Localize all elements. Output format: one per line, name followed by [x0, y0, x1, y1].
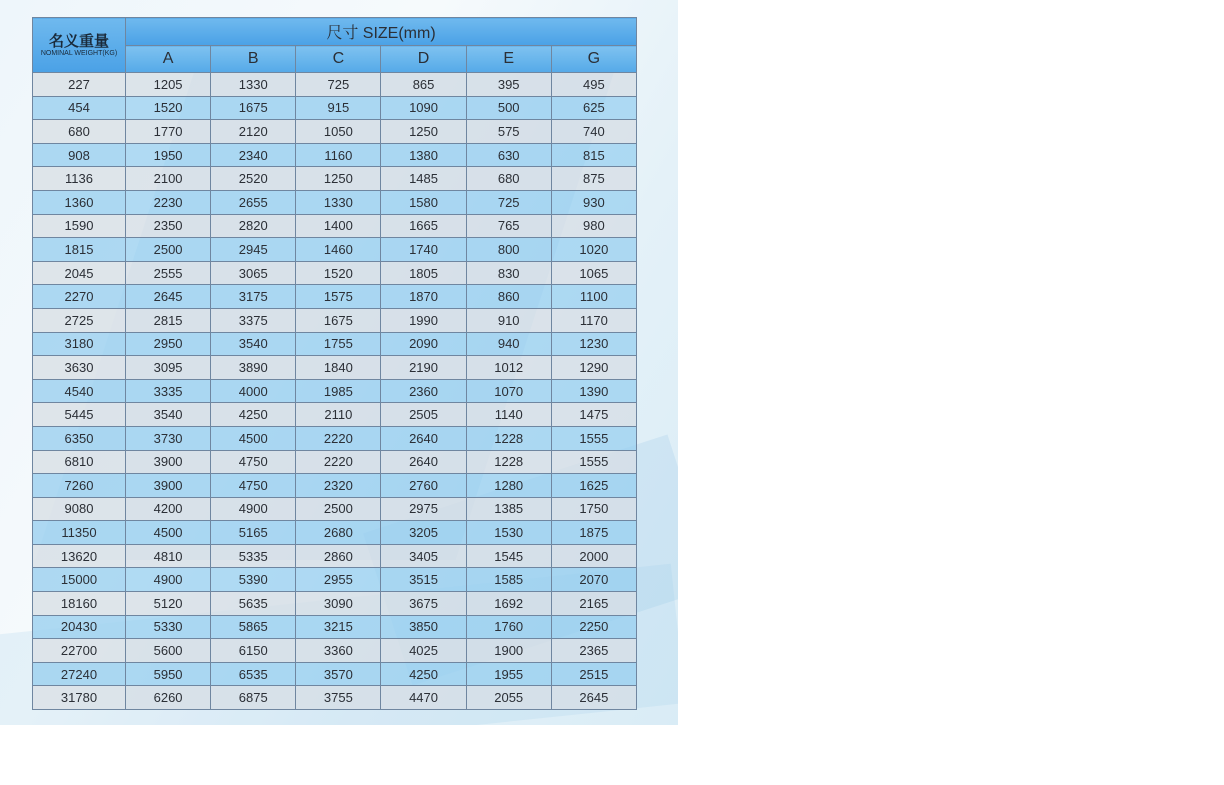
size-table [32, 17, 637, 710]
table-row [33, 120, 637, 144]
size-cell: 1580 [381, 190, 466, 214]
size-cell: 3215 [296, 615, 381, 639]
size-cell: 3850 [381, 615, 466, 639]
size-cell: 2055 [466, 686, 551, 710]
weight-cell: 2045 [33, 261, 126, 285]
size-cell: 2520 [211, 167, 296, 191]
weight-cell: 20430 [33, 615, 126, 639]
weight-cell: 4540 [33, 379, 126, 403]
size-cell: 1900 [466, 639, 551, 663]
size-cell: 5390 [211, 568, 296, 592]
size-cell: 4250 [381, 662, 466, 686]
size-cell: 3065 [211, 261, 296, 285]
nominal-weight-header-en: NOMINAL WEIGHT(KG) [40, 49, 118, 57]
size-cell: 1575 [296, 285, 381, 309]
size-cell: 6260 [126, 686, 211, 710]
table-row [33, 214, 637, 238]
size-cell: 5600 [126, 639, 211, 663]
table-row [33, 96, 637, 120]
weight-cell: 9080 [33, 497, 126, 521]
size-cell: 2655 [211, 190, 296, 214]
size-cell: 2110 [296, 403, 381, 427]
size-cell: 1585 [466, 568, 551, 592]
size-cell: 2220 [296, 450, 381, 474]
size-cell: 500 [466, 96, 551, 120]
size-cell: 2950 [126, 332, 211, 356]
weight-cell: 5445 [33, 403, 126, 427]
column-header-d: D [381, 46, 466, 73]
weight-cell: 2270 [33, 285, 126, 309]
size-cell: 930 [551, 190, 636, 214]
size-cell: 1012 [466, 356, 551, 380]
size-cell: 2190 [381, 356, 466, 380]
size-cell: 1530 [466, 521, 551, 545]
size-cell: 1330 [296, 190, 381, 214]
size-cell: 1760 [466, 615, 551, 639]
size-cell: 2250 [551, 615, 636, 639]
size-cell: 2070 [551, 568, 636, 592]
table-row [33, 190, 637, 214]
table-row [33, 73, 637, 97]
size-cell: 2165 [551, 592, 636, 616]
size-cell: 2100 [126, 167, 211, 191]
size-cell: 6150 [211, 639, 296, 663]
size-cell: 1950 [126, 143, 211, 167]
size-cell: 1020 [551, 238, 636, 262]
size-cell: 4500 [126, 521, 211, 545]
weight-cell: 908 [33, 143, 126, 167]
size-cell: 3570 [296, 662, 381, 686]
size-cell: 1460 [296, 238, 381, 262]
table-row [33, 261, 637, 285]
size-cell: 5950 [126, 662, 211, 686]
size-cell: 2680 [296, 521, 381, 545]
table-row [33, 379, 637, 403]
size-cell: 2090 [381, 332, 466, 356]
size-cell: 2645 [551, 686, 636, 710]
table-row [33, 615, 637, 639]
size-cell: 2340 [211, 143, 296, 167]
size-cell: 915 [296, 96, 381, 120]
size-cell: 1520 [296, 261, 381, 285]
size-cell: 2500 [296, 497, 381, 521]
table-row [33, 662, 637, 686]
size-cell: 1555 [551, 426, 636, 450]
size-cell: 1160 [296, 143, 381, 167]
size-cell: 2640 [381, 450, 466, 474]
size-cell: 1625 [551, 474, 636, 498]
size-cell: 865 [381, 73, 466, 97]
column-header-c: C [296, 46, 381, 73]
size-cell: 1665 [381, 214, 466, 238]
size-cell: 2230 [126, 190, 211, 214]
size-cell: 3405 [381, 544, 466, 568]
size-cell: 395 [466, 73, 551, 97]
table-row [33, 356, 637, 380]
size-cell: 1985 [296, 379, 381, 403]
size-cell: 2555 [126, 261, 211, 285]
size-cell: 3675 [381, 592, 466, 616]
weight-cell: 2725 [33, 308, 126, 332]
size-cell: 2365 [551, 639, 636, 663]
size-cell: 1990 [381, 308, 466, 332]
size-cell: 875 [551, 167, 636, 191]
table-row [33, 238, 637, 262]
weight-cell: 227 [33, 73, 126, 97]
weight-cell: 1815 [33, 238, 126, 262]
column-header-a: A [126, 46, 211, 73]
size-cell: 5635 [211, 592, 296, 616]
size-cell: 1230 [551, 332, 636, 356]
size-cell: 630 [466, 143, 551, 167]
table-row [33, 285, 637, 309]
size-cell: 1755 [296, 332, 381, 356]
size-cell: 2505 [381, 403, 466, 427]
size-cell: 1250 [296, 167, 381, 191]
size-cell: 830 [466, 261, 551, 285]
size-cell: 3515 [381, 568, 466, 592]
size-cell: 2360 [381, 379, 466, 403]
size-cell: 1290 [551, 356, 636, 380]
size-cell: 3900 [126, 450, 211, 474]
size-cell: 940 [466, 332, 551, 356]
size-cell: 725 [466, 190, 551, 214]
size-cell: 3205 [381, 521, 466, 545]
size-cell: 2975 [381, 497, 466, 521]
size-cell: 1170 [551, 308, 636, 332]
size-cell: 2350 [126, 214, 211, 238]
size-cell: 1050 [296, 120, 381, 144]
column-header-g: G [551, 46, 636, 73]
table-row [33, 521, 637, 545]
size-cell: 2760 [381, 474, 466, 498]
size-cell: 3335 [126, 379, 211, 403]
size-cell: 1228 [466, 450, 551, 474]
size-cell: 5335 [211, 544, 296, 568]
size-cell: 1205 [126, 73, 211, 97]
size-cell: 3900 [126, 474, 211, 498]
size-cell: 3375 [211, 308, 296, 332]
nominal-weight-header-cn: 名义重量 [48, 31, 109, 50]
size-cell: 2860 [296, 544, 381, 568]
size-cell: 980 [551, 214, 636, 238]
size-cell: 6535 [211, 662, 296, 686]
table-row [33, 332, 637, 356]
size-cell: 4250 [211, 403, 296, 427]
size-cell: 910 [466, 308, 551, 332]
size-cell: 2955 [296, 568, 381, 592]
table-row [33, 308, 637, 332]
size-cell: 2320 [296, 474, 381, 498]
size-cell: 1100 [551, 285, 636, 309]
size-cell: 1692 [466, 592, 551, 616]
size-cell: 1675 [211, 96, 296, 120]
size-cell: 1675 [296, 308, 381, 332]
size-cell: 3090 [296, 592, 381, 616]
weight-cell: 1136 [33, 167, 126, 191]
column-header-e: E [466, 46, 551, 73]
table-body [33, 73, 637, 710]
weight-cell: 27240 [33, 662, 126, 686]
size-cell: 4000 [211, 379, 296, 403]
size-cell: 765 [466, 214, 551, 238]
size-cell: 5865 [211, 615, 296, 639]
size-cell: 1770 [126, 120, 211, 144]
size-cell: 6875 [211, 686, 296, 710]
size-cell: 3540 [126, 403, 211, 427]
size-cell: 2500 [126, 238, 211, 262]
size-cell: 1385 [466, 497, 551, 521]
size-cell: 1555 [551, 450, 636, 474]
weight-cell: 1360 [33, 190, 126, 214]
column-header-b: B [211, 46, 296, 73]
size-cell: 4470 [381, 686, 466, 710]
size-cell: 1740 [381, 238, 466, 262]
table-row [33, 403, 637, 427]
table-row [33, 143, 637, 167]
size-cell: 1140 [466, 403, 551, 427]
table-row [33, 167, 637, 191]
weight-cell: 6350 [33, 426, 126, 450]
size-cell: 680 [466, 167, 551, 191]
size-cell: 1750 [551, 497, 636, 521]
weight-cell: 22700 [33, 639, 126, 663]
size-cell: 1400 [296, 214, 381, 238]
size-cell: 3730 [126, 426, 211, 450]
size-cell: 725 [296, 73, 381, 97]
size-cell: 1070 [466, 379, 551, 403]
size-cell: 1090 [381, 96, 466, 120]
size-cell: 1870 [381, 285, 466, 309]
size-cell: 4200 [126, 497, 211, 521]
weight-cell: 454 [33, 96, 126, 120]
size-cell: 5165 [211, 521, 296, 545]
size-cell: 3360 [296, 639, 381, 663]
weight-cell: 7260 [33, 474, 126, 498]
weight-cell: 680 [33, 120, 126, 144]
weight-cell: 13620 [33, 544, 126, 568]
table-row [33, 544, 637, 568]
size-cell: 4750 [211, 450, 296, 474]
table-row [33, 686, 637, 710]
size-cell: 4900 [126, 568, 211, 592]
size-cell: 3755 [296, 686, 381, 710]
size-cell: 2945 [211, 238, 296, 262]
size-header: 尺寸 SIZE(mm) [126, 18, 637, 46]
weight-cell: 15000 [33, 568, 126, 592]
size-cell: 3540 [211, 332, 296, 356]
size-cell: 2000 [551, 544, 636, 568]
size-cell: 4750 [211, 474, 296, 498]
size-cell: 3095 [126, 356, 211, 380]
size-cell: 4025 [381, 639, 466, 663]
size-cell: 2515 [551, 662, 636, 686]
size-cell: 2120 [211, 120, 296, 144]
weight-cell: 31780 [33, 686, 126, 710]
table-row [33, 426, 637, 450]
size-cell: 575 [466, 120, 551, 144]
size-cell: 815 [551, 143, 636, 167]
size-cell: 1875 [551, 521, 636, 545]
table-row [33, 639, 637, 663]
size-cell: 2640 [381, 426, 466, 450]
size-cell: 1485 [381, 167, 466, 191]
weight-cell: 11350 [33, 521, 126, 545]
size-cell: 1065 [551, 261, 636, 285]
size-cell: 5330 [126, 615, 211, 639]
weight-cell: 3630 [33, 356, 126, 380]
size-cell: 1955 [466, 662, 551, 686]
size-cell: 860 [466, 285, 551, 309]
size-cell: 1520 [126, 96, 211, 120]
size-cell: 3175 [211, 285, 296, 309]
size-cell: 2220 [296, 426, 381, 450]
size-cell: 2815 [126, 308, 211, 332]
weight-cell: 6810 [33, 450, 126, 474]
size-cell: 3890 [211, 356, 296, 380]
size-cell: 1250 [381, 120, 466, 144]
size-cell: 1840 [296, 356, 381, 380]
table-row [33, 450, 637, 474]
size-cell: 2645 [126, 285, 211, 309]
size-cell: 1805 [381, 261, 466, 285]
size-cell: 4810 [126, 544, 211, 568]
size-cell: 1380 [381, 143, 466, 167]
size-cell: 1475 [551, 403, 636, 427]
size-cell: 4500 [211, 426, 296, 450]
table-row [33, 568, 637, 592]
size-cell: 625 [551, 96, 636, 120]
size-cell: 5120 [126, 592, 211, 616]
table-row [33, 474, 637, 498]
size-cell: 1228 [466, 426, 551, 450]
table-row [33, 497, 637, 521]
size-cell: 2820 [211, 214, 296, 238]
size-cell: 800 [466, 238, 551, 262]
weight-cell: 1590 [33, 214, 126, 238]
weight-cell: 18160 [33, 592, 126, 616]
size-cell: 1390 [551, 379, 636, 403]
nominal-weight-header [33, 18, 126, 73]
size-cell: 740 [551, 120, 636, 144]
size-cell: 1280 [466, 474, 551, 498]
size-cell: 1330 [211, 73, 296, 97]
size-cell: 4900 [211, 497, 296, 521]
weight-cell: 3180 [33, 332, 126, 356]
table-row [33, 592, 637, 616]
size-cell: 495 [551, 73, 636, 97]
size-cell: 1545 [466, 544, 551, 568]
